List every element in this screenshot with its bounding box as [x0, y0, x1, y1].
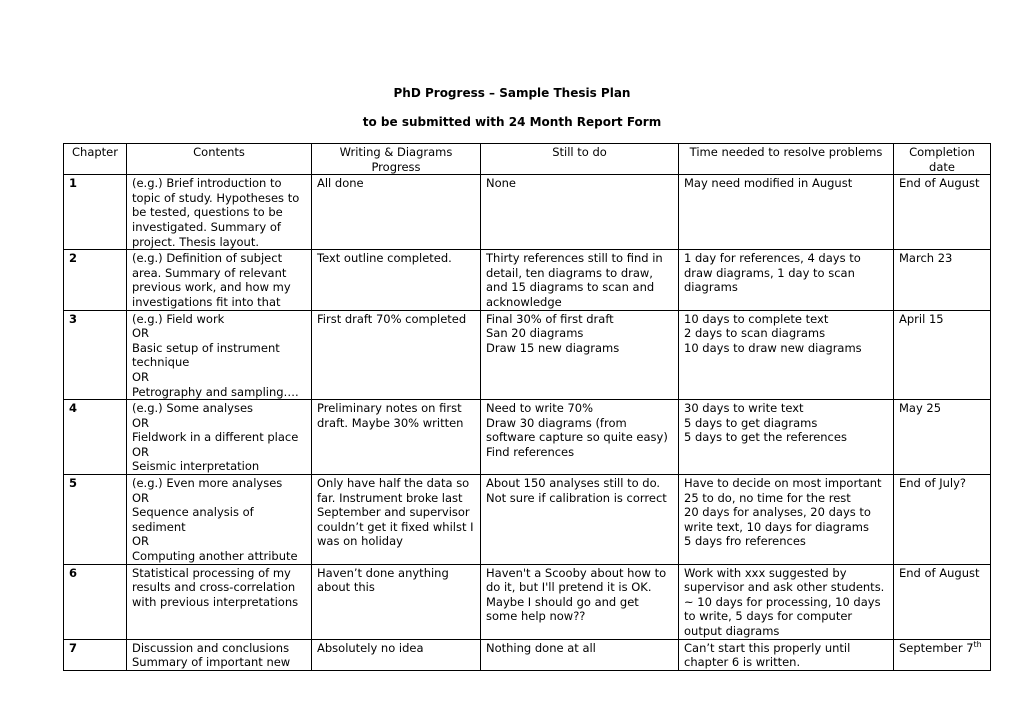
- table-header-row: [64, 144, 991, 175]
- table-row: [64, 250, 991, 310]
- table-row: [64, 475, 991, 565]
- progress-cell: Haven’t done anything about this: [312, 564, 481, 639]
- time-cell: 30 days to write text 5 days to get diagrams 5 days to get the references: [679, 400, 894, 475]
- completion-cell: End of August: [894, 175, 991, 250]
- header-todo: Still to do: [481, 144, 679, 175]
- todo-cell: Need to write 70% Draw 30 diagrams (from software capture so quite easy) Find references: [481, 400, 679, 475]
- completion-cell: September 7th: [894, 639, 991, 670]
- todo-cell: Thirty references still to find in detail, ten diagrams to draw, and 15 diagrams to scan and acknowledge: [481, 250, 679, 310]
- contents-cell: (e.g.) Brief introduction to topic of study. Hypotheses to be tested, questions to be investigated. Summary of project. Thesis layout.: [127, 175, 312, 250]
- chapter-cell: 6: [64, 564, 127, 639]
- contents-cell: (e.g.) Even more analyses OR Sequence analysis of sediment OR Computing another attribute: [127, 475, 312, 565]
- table-row: [64, 639, 991, 670]
- chapter-cell: 1: [64, 175, 127, 250]
- time-cell: 1 day for references, 4 days to draw diagrams, 1 day to scan diagrams: [679, 250, 894, 310]
- chapter-cell: 7: [64, 639, 127, 670]
- chapter-cell: 5: [64, 475, 127, 565]
- time-cell: 10 days to complete text 2 days to scan diagrams 10 days to draw new diagrams: [679, 310, 894, 400]
- contents-cell: Statistical processing of my results and cross-correlation with previous interpretations: [127, 564, 312, 639]
- todo-cell: Final 30% of first draft San 20 diagrams Draw 15 new diagrams: [481, 310, 679, 400]
- header-contents: Contents: [127, 144, 312, 175]
- header-progress: Writing & Diagrams Progress: [312, 144, 481, 175]
- chapter-cell: 2: [64, 250, 127, 310]
- progress-cell: First draft 70% completed: [312, 310, 481, 400]
- table-row: [64, 175, 991, 250]
- time-cell: Can’t start this properly until chapter 6 is written.: [679, 639, 894, 670]
- page-title: PhD Progress – Sample Thesis Plan: [393, 86, 631, 100]
- table-row: [64, 400, 991, 475]
- progress-cell: Absolutely no idea: [312, 639, 481, 670]
- chapter-cell: 3: [64, 310, 127, 400]
- completion-cell: March 23: [894, 250, 991, 310]
- completion-cell: End of July?: [894, 475, 991, 565]
- thesis-plan-table: [63, 143, 991, 671]
- progress-cell: All done: [312, 175, 481, 250]
- completion-cell: End of August: [894, 564, 991, 639]
- time-cell: Work with xxx suggested by supervisor and ask other students. ~ 10 days for processing, 10 days to write, 5 days for computer output diagrams: [679, 564, 894, 639]
- contents-cell: (e.g.) Field work OR Basic setup of instrument technique OR Petrography and sampling….: [127, 310, 312, 400]
- table-row: [64, 310, 991, 400]
- contents-cell: (e.g.) Some analyses OR Fieldwork in a different place OR Seismic interpretation: [127, 400, 312, 475]
- todo-cell: None: [481, 175, 679, 250]
- completion-cell: May 25: [894, 400, 991, 475]
- progress-cell: Preliminary notes on first draft. Maybe 30% written: [312, 400, 481, 475]
- page-subtitle: to be submitted with 24 Month Report Form: [362, 115, 662, 129]
- time-cell: Have to decide on most important 25 to do, no time for the rest 20 days for analyses, 20 days to write text, 10 days for diagrams 5 days fro references: [679, 475, 894, 565]
- time-cell: May need modified in August: [679, 175, 894, 250]
- completion-cell: April 15: [894, 310, 991, 400]
- contents-cell: (e.g.) Definition of subject area. Summary of relevant previous work, and how my investigations fit into that: [127, 250, 312, 310]
- chapter-cell: 4: [64, 400, 127, 475]
- todo-cell: Haven't a Scooby about how to do it, but I'll pretend it is OK. Maybe I should go and get some help now??: [481, 564, 679, 639]
- progress-cell: Text outline completed.: [312, 250, 481, 310]
- header-completion: Completion date: [894, 144, 991, 175]
- header-chapter: Chapter: [64, 144, 127, 175]
- table-row: [64, 564, 991, 639]
- contents-cell: Discussion and conclusions Summary of important new: [127, 639, 312, 670]
- progress-cell: Only have half the data so far. Instrument broke last September and supervisor couldn’t get it fixed whilst I was on holiday: [312, 475, 481, 565]
- todo-cell: About 150 analyses still to do. Not sure if calibration is correct: [481, 475, 679, 565]
- header-time: Time needed to resolve problems: [679, 144, 894, 175]
- ordinal-suffix: th: [973, 639, 982, 649]
- todo-cell: Nothing done at all: [481, 639, 679, 670]
